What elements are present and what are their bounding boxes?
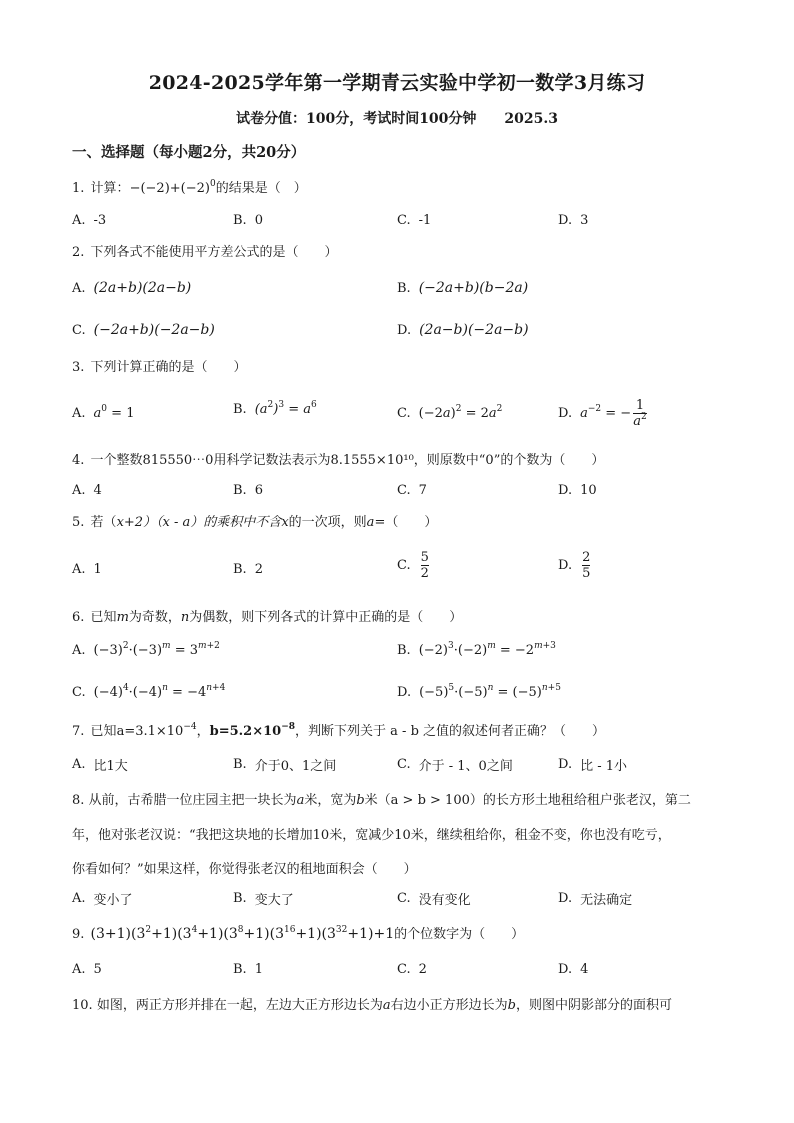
question-3: 3. 下列计算正确的是（ ） [72,360,247,375]
question-6: 6. 已知m为奇数，n为偶数，则下列各式的计算中正确的是（ ） [72,610,463,625]
option-b[interactable]: B. (−2a+b)(b−2a) [397,280,529,296]
exam-date: 2025.3 [504,111,559,127]
option-c[interactable]: C. 没有变化 [397,891,471,908]
question-8-line-2: 年，他对张老汉说：“我把这块地的长增加10米，宽减少10米，继续租给你，租金不变，你也没有吃亏， [72,828,671,843]
option-a[interactable]: A. $a^0 = 1$ [72,404,135,421]
option-d[interactable]: D. $(-5)^5\cdot(-5)^n = (-5)^{n+5}$ [397,683,561,700]
question-9-options [72,962,732,992]
option-b[interactable]: B. 变大了 [233,891,294,908]
option-d[interactable]: D. 3 [558,213,589,228]
question-2-options-row2 [72,322,732,352]
page-title: 2024-2025学年第一学期青云实验中学初一数学3月练习 [148,72,646,94]
option-a[interactable]: A. -3 [72,213,107,228]
question-6-options-row2 [72,685,732,715]
option-c[interactable]: C. 介于 - 1、0之间 [397,757,513,774]
question-8-line-3: 你看如何？”如果这样，你觉得张老汉的租地面积会（ ） [72,862,417,877]
question-1: 1. 计算：$-(-2)+(-2)^0$的结果是（ ） [72,179,307,196]
section-heading: 一、选择题（每小题2分，共20分） [72,144,306,161]
option-c[interactable]: C. $\frac{5}{2}$ [397,550,429,581]
question-7: 7. 已知$a=3.1\times 10^{-4}$，$b=5.2\times 10^{-8}$，判断下列关于 a - b 之值的叙述何者正确？（ ） [72,722,606,739]
question-8-line-1: 8. 从前，古希腊一位庄园主把一块长为a米，宽为b米（a > b > 100）的长方形土地租给租户张老汉，第二 [72,793,691,808]
option-a[interactable]: A. 变小了 [72,891,133,908]
question-7-options [72,755,732,785]
option-b[interactable]: B. $(-2)^3\cdot(-2)^m = -2^{m+3}$ [397,641,556,658]
question-1-options [72,213,732,243]
option-b[interactable]: B. 介于0、1之间 [233,757,337,774]
option-c[interactable]: C. $(-2a)^2 = 2a^2$ [397,404,503,421]
option-c[interactable]: C. 7 [397,483,427,498]
option-a[interactable]: A. (2a+b)(2a−b) [72,280,192,296]
question-3-options [72,398,732,438]
option-c[interactable]: C. 2 [397,962,427,977]
option-c[interactable]: C. (−2a+b)(−2a−b) [72,322,215,338]
question-4: 4. 一个整数815550⋯0用科学记数法表示为8.1555×10¹⁰，则原数中“0”的个数为（ ） [72,453,605,468]
question-5: 5. 若（x+2）（x - a）的乘积中不含x的一次项，则a=（ ） [72,515,438,530]
option-d[interactable]: D. $a^{-2}$ = − $\frac{1}{a^2}$ [558,398,647,429]
score-time-info: 试卷分值：100分，考试时间100分钟 [235,111,477,127]
question-9: 9. $(3+1)(3^2+1)(3^4+1)(3^8+1)(3^{16}+1)(3^{32}+1)+1$的个位数字为（ ） [72,925,525,942]
option-b[interactable]: B. 6 [233,483,263,498]
option-d[interactable]: D. $\frac{2}{5}$ [558,550,591,581]
option-c[interactable]: C. -1 [397,213,432,228]
option-a[interactable]: A. $(-3)^2\cdot(-3)^m = 3^{m+2}$ [72,641,220,658]
option-b[interactable]: B. $(a^2)^3 = a^6$ [233,400,317,417]
option-b[interactable]: B. 0 [233,213,263,228]
option-b[interactable]: B. 2 [233,562,263,577]
option-d[interactable]: D. 无法确定 [558,891,633,908]
option-a[interactable]: A. 1 [72,562,102,577]
option-d[interactable]: D. 4 [558,962,589,977]
question-2: 2. 下列各式不能使用平方差公式的是（ ） [72,245,338,260]
option-b[interactable]: B. 1 [233,962,263,977]
question-2-options-row1 [72,280,732,310]
option-d[interactable]: D. 比 - 1小 [558,757,628,774]
page-subtitle [0,108,794,128]
option-d[interactable]: D. (2a−b)(−2a−b) [397,322,529,338]
option-a[interactable]: A. 4 [72,483,102,498]
option-a[interactable]: A. 比1大 [72,757,128,774]
question-4-options [72,483,732,513]
question-8-options [72,889,732,919]
question-6-options-row1 [72,643,732,673]
question-5-options [72,550,732,590]
option-d[interactable]: D. 10 [558,483,597,498]
question-10: 10. 如图，两正方形并排在一起，左边大正方形边长为a右边小正方形边长为b，则图中阴影部分的面积可 [72,998,672,1013]
option-a[interactable]: A. 5 [72,962,102,977]
option-c[interactable]: C. $(-4)^4\cdot(-4)^n = -4^{n+4}$ [72,683,226,700]
